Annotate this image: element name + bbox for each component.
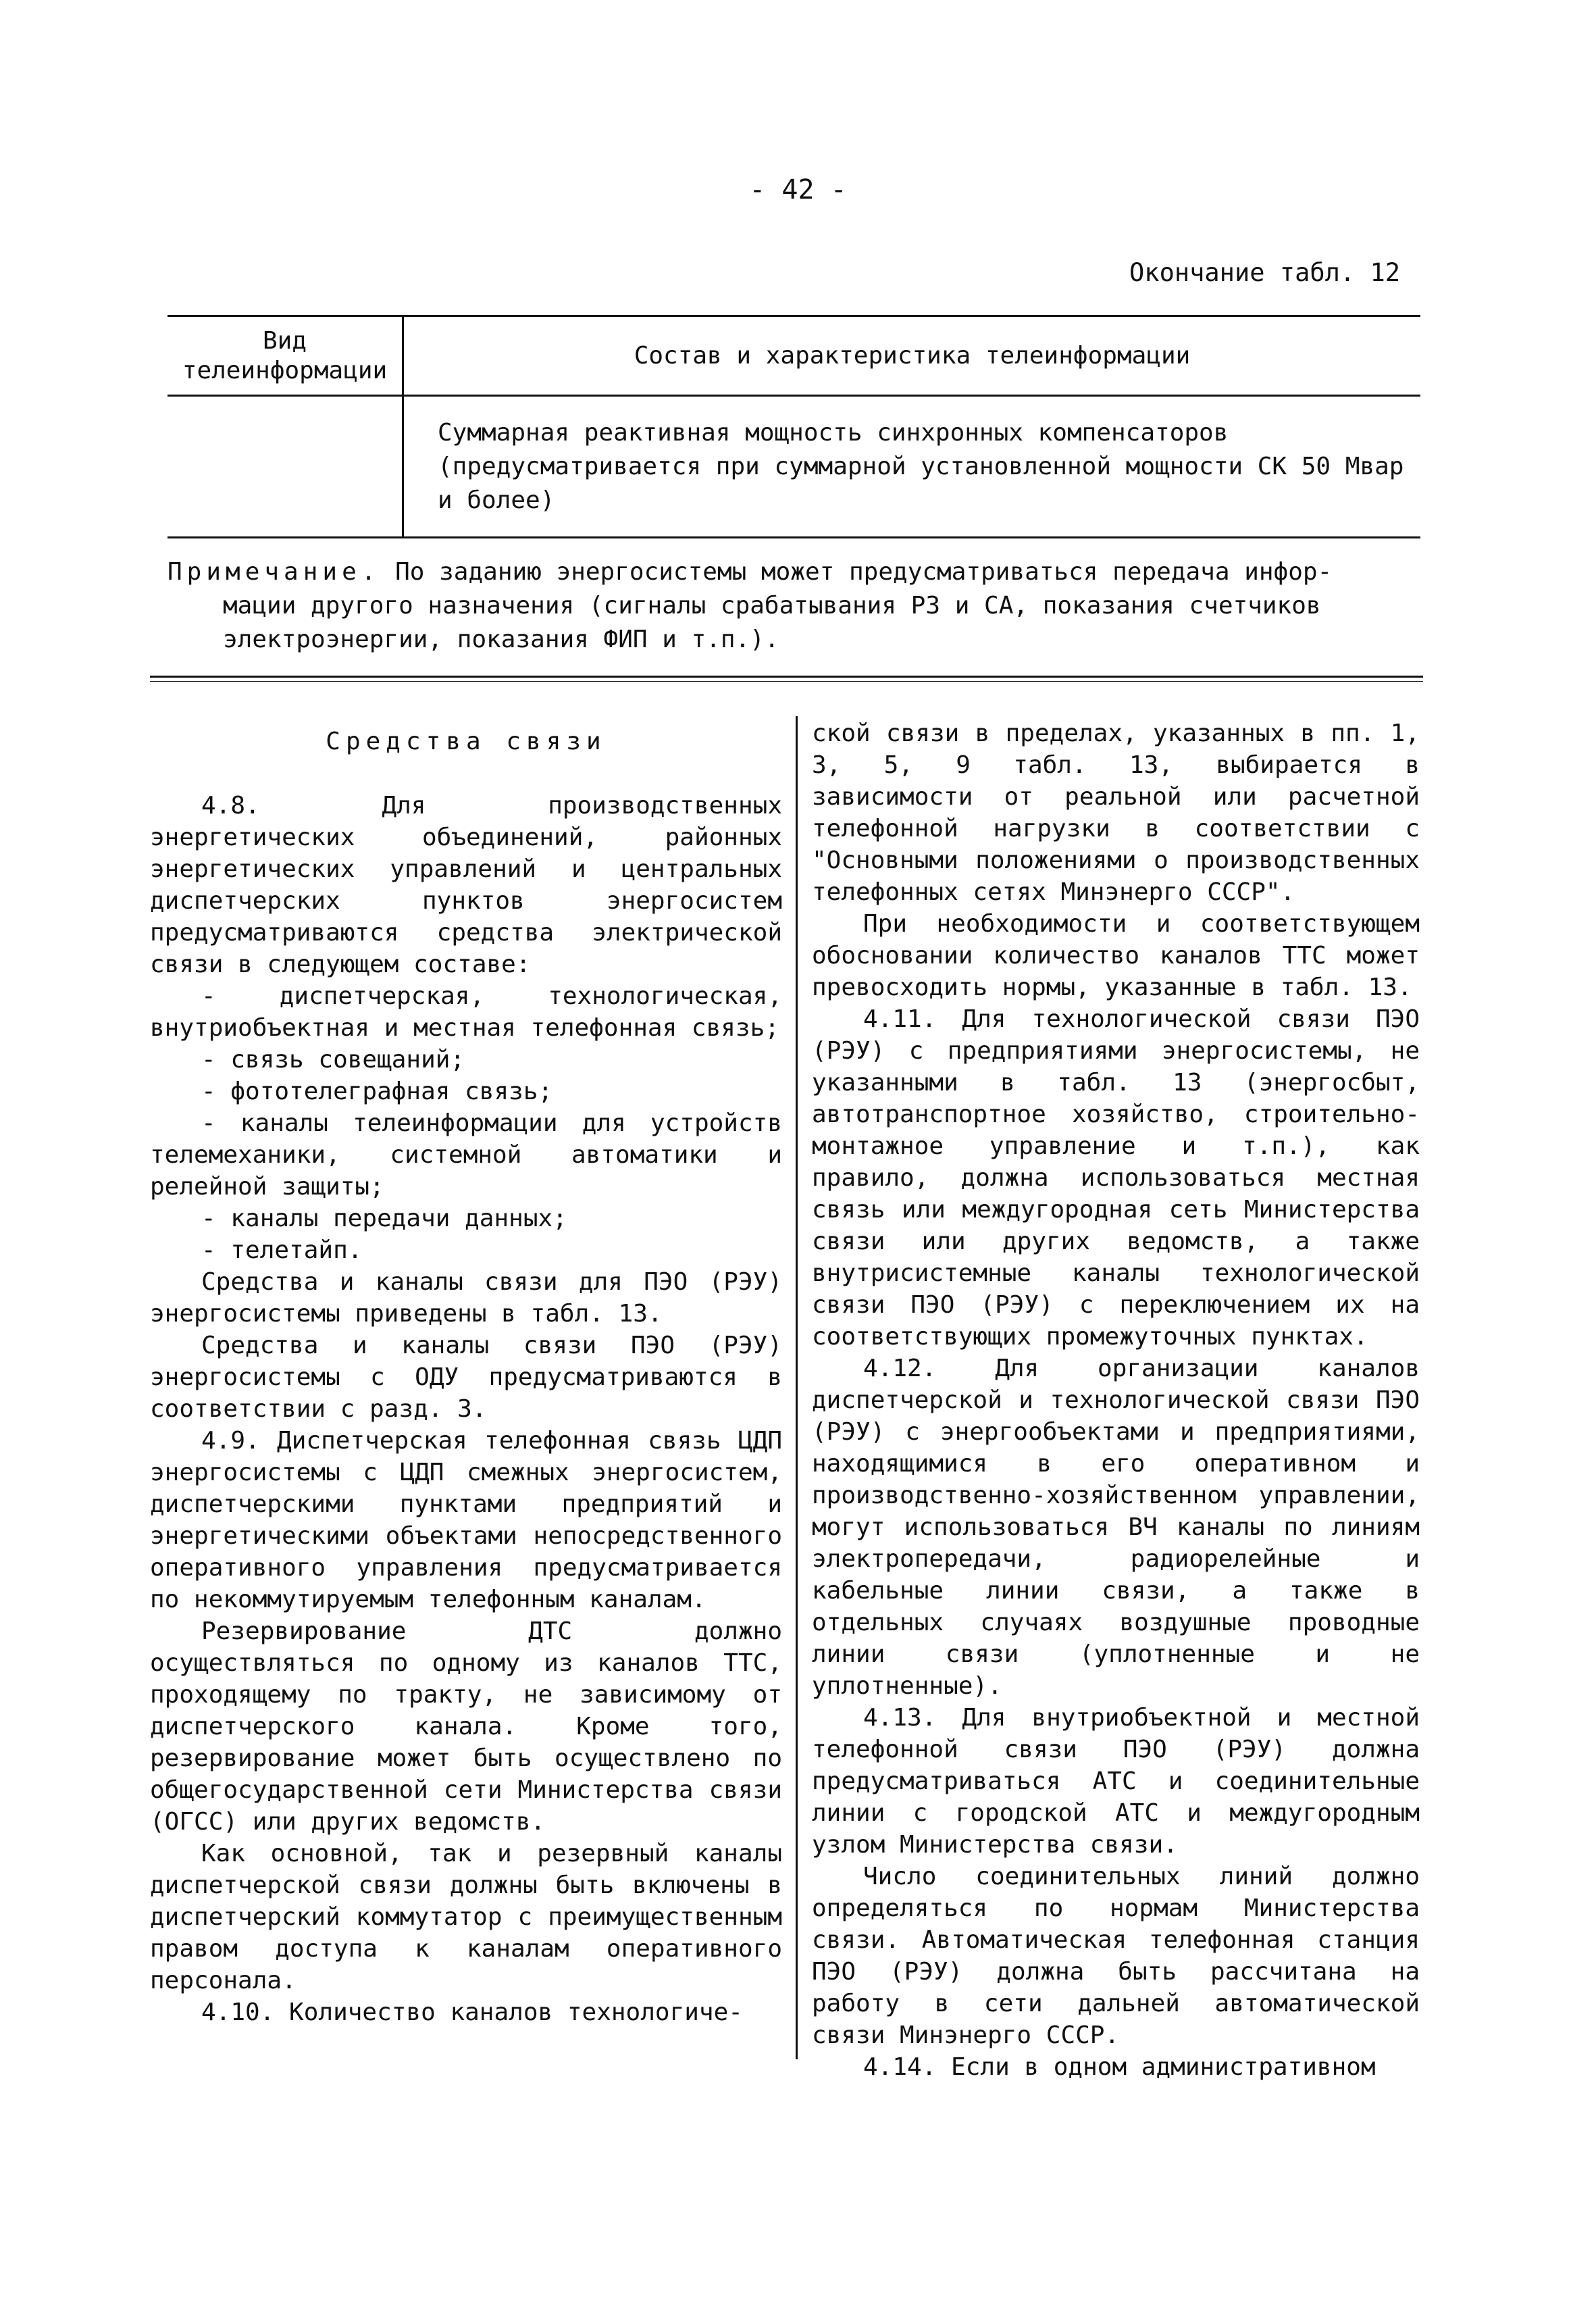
list-item: - телетайп. <box>201 1236 363 1264</box>
list-item: - фототелеграфная связь; <box>201 1078 553 1105</box>
header-composition: Состав и характеристика телеинформации <box>634 342 1191 370</box>
divider <box>150 676 1423 678</box>
table-cell-composition: Суммарная реактивная мощность синхронных компенсаторов (предусматривается при суммарной установленной мощности СК 50 Мвар и более) <box>438 418 1404 514</box>
list-item: - связь совещаний; <box>201 1046 465 1074</box>
note-line2: мации другого назначения (сигналы срабатывания РЗ и СА, показания счетчиков электроэнергии, показания ФИП и т.п.). <box>223 592 1321 653</box>
paragraph: При необходимости и соответствующем обосновании количество каналов ТТС может превосходить нормы, указанные в табл. 13. <box>812 910 1420 1001</box>
paragraph: Средства и каналы связи для ПЭО (РЭУ) энергосистемы приведены в табл. 13. <box>150 1268 782 1328</box>
table-row <box>168 396 1420 538</box>
telemetry-table <box>168 315 1420 538</box>
column-divider <box>796 716 798 2059</box>
page-number: - 42 - <box>749 174 847 205</box>
paragraph: Резервирование ДТС должно осуществляться по одному из каналов ТТС, проходящему по тракту, не зависимому от диспетчерского канала. Кроме того, резервирование может быть осуществлено по общегосударственной сети Министерства связи (ОГСС) или других ведомств. <box>150 1617 782 1836</box>
list-item: - каналы передачи данных; <box>201 1205 567 1232</box>
note-label: Примечание. <box>168 558 381 586</box>
header-telemetry-type: Вид телеинформации <box>168 316 403 396</box>
section-title: Средства связи <box>326 728 607 755</box>
note-line1: По заданию энергосистемы может предусматриваться передача инфор- <box>395 558 1333 586</box>
right-column <box>812 718 1420 2083</box>
divider <box>150 681 1423 682</box>
table-note <box>168 555 1420 657</box>
paragraph: 4.8. Для производственных энергетических объединений, районных энергетических управлений и центральных диспетчерских пунктов энергосистем предусматриваются средства электрической связи в следующем составе: <box>150 792 782 978</box>
paragraph: Средства и каналы связи ПЭО (РЭУ) энергосистемы с ОДУ предусматриваются в соответствии с разд. 3. <box>150 1332 782 1423</box>
paragraph: 4.10. Количество каналов технологиче- <box>201 1998 743 2026</box>
list-item: - каналы телеинформации для устройств телемеханики, системной автоматики и релейной защиты; <box>150 1109 782 1201</box>
paragraph: 4.9. Диспетчерская телефонная связь ЦДП энергосистемы с ЦДП смежных энергосистем, диспетчерскими пунктами предприятий и энергетическими объектами непосредственного оперативного управления предусматривается по некоммутируемым телефонным каналам. <box>150 1427 782 1613</box>
paragraph: 4.12. Для организации каналов диспетчерской и технологической связи ПЭО (РЭУ) с энергообъектами и предприятиями, находящимися в его оперативном и производственно-хозяйственном управлении, могут использоваться ВЧ каналы по линиям электропередачи, радиорелейные и кабельные линии связи, а также в отдельных случаях воздушные проводные линии связи (уплотненные и не уплотненные). <box>812 1355 1420 1700</box>
table-header-row <box>168 316 1420 396</box>
paragraph: Как основной, так и резервный каналы диспетчерской связи должны быть включены в диспетчерский коммутатор с преимущественным правом доступа к каналам оперативного персонала. <box>150 1840 782 1994</box>
paragraph: 4.14. Если в одном административном <box>863 2053 1376 2081</box>
left-column <box>150 718 782 2028</box>
paragraph: ской связи в пределах, указанных в пп. 1, 3, 5, 9 табл. 13, выбирается в зависимости от реальной или расчетной телефонной нагрузки в соответствии с "Основными положениями о производственных телефонных сетях Минэнерго СССР". <box>812 720 1420 906</box>
list-item: - диспетчерская, технологическая, внутриобъектная и местная телефонная связь; <box>150 982 782 1042</box>
table-cell-type <box>168 396 403 538</box>
table-caption: Окончание табл. 12 <box>1129 258 1400 287</box>
paragraph: Число соединительных линий должно определяться по нормам Министерства связи. Автоматическая телефонная станция ПЭО (РЭУ) должна быть рассчитана на работу в сети дальней автоматической связи Минэнерго СССР. <box>812 1863 1420 2049</box>
paragraph: 4.13. Для внутриобъектной и местной телефонной связи ПЭО (РЭУ) должна предусматриваться АТС и соединительные линии с городской АТС и междугородным узлом Министерства связи. <box>812 1704 1420 1859</box>
paragraph: 4.11. Для технологической связи ПЭО (РЭУ) с предприятиями энергосистемы, не указанными в табл. 13 (энергосбыт, автотранспортное хозяйство, строительно-монтажное управление и т.п.), как правило, должна использоваться местная связь или междугородная сеть Министерства связи или других ведомств, а также внутрисистемные каналы технологической связи ПЭО (РЭУ) с переключением их на соответствующих промежуточных пунктах. <box>812 1005 1420 1351</box>
